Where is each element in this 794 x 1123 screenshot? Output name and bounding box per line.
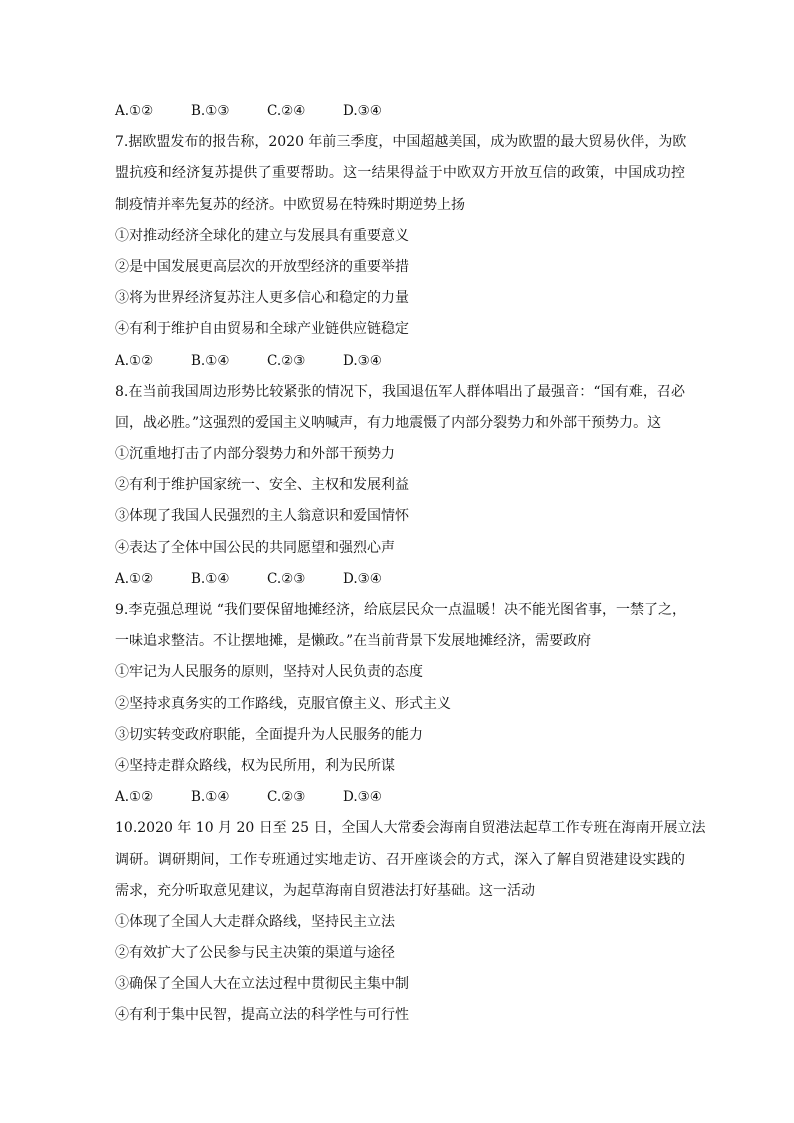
- answer-choices: [115, 346, 685, 377]
- choice-d: D.③④: [343, 570, 382, 587]
- question-stem-line: 8.在当前我国周边形势比较紧张的情况下，我国退伍军人群体唱出了最强音：“国有难，召必: [115, 383, 685, 400]
- question-stem-line: 一味追求整洁。不让摆地摊，是懒政。”在当前背景下发展地摊经济，需要政府: [115, 633, 592, 650]
- exam-page: [115, 96, 706, 1032]
- question-9: [115, 595, 685, 813]
- choice-b: B.①③: [191, 103, 230, 119]
- choice-a: A.①②: [115, 352, 154, 369]
- question-stem-line: 10.2020 年 10 月 20 日至 25 日，全国人大常委会海南自贸港法起草工作专班在海南开展立法: [115, 820, 706, 837]
- option-item: ②是中国发展更高层次的开放型经济的重要举措: [115, 258, 409, 275]
- option-item: ①对推动经济全球化的建立与发展具有重要意义: [115, 227, 409, 244]
- option-item: ②有利于维护国家统一、安全、主权和发展利益: [115, 477, 409, 494]
- question-7: [115, 127, 685, 377]
- option-item: ④坚持走群众路线，权为民所用，利为民所谋: [115, 757, 395, 774]
- question-8: [115, 377, 685, 595]
- option-item: ②坚持求真务实的工作路线，克服官僚主义、形式主义: [115, 695, 451, 712]
- choice-a: A.①②: [115, 789, 154, 806]
- choice-c: C.②③: [267, 570, 306, 587]
- option-item: ②有效扩大了公民参与民主决策的渠道与途径: [115, 945, 395, 962]
- choice-d: D.③④: [343, 103, 382, 119]
- option-item: ④表达了全体中国公民的共同愿望和强烈心声: [115, 539, 395, 556]
- option-item: ③将为世界经济复苏注人更多信心和稳定的力量: [115, 290, 409, 307]
- answer-choices-q6: [115, 96, 685, 127]
- option-item: ①体现了全国人大走群众路线，坚持民主立法: [115, 913, 395, 930]
- option-item: ④有利于维护自由贸易和全球产业链供应链稳定: [115, 321, 409, 338]
- answer-choices: [115, 564, 685, 595]
- choice-c: C.②④: [267, 103, 306, 119]
- choice-a: A.①②: [115, 570, 154, 587]
- option-item: ④有利于集中民智，提高立法的科学性与可行性: [115, 1007, 409, 1024]
- choice-c: C.②③: [267, 352, 306, 369]
- option-item: ①沉重地打击了内部分裂势力和外部干预势力: [115, 446, 395, 463]
- choice-d: D.③④: [343, 789, 382, 806]
- question-stem-line: 9.李克强总理说 “我们要保留地摊经济，给底层民众一点温暖！决不能光图省事，一禁了之，: [115, 602, 686, 618]
- option-item: ③确保了全国人大在立法过程中贯彻民主集中制: [115, 976, 409, 993]
- question-stem-line: 制疫情并率先复苏的经济。中欧贸易在特殊时期逆势上扬: [115, 196, 465, 213]
- option-item: ③体现了我国人民强烈的主人翁意识和爱国情怀: [115, 508, 409, 525]
- question-stem-line: 需求，充分听取意见建议，为起草海南自贸港法打好基础。这一活动: [115, 882, 535, 899]
- choice-b: B.①④: [191, 789, 230, 806]
- choice-d: D.③④: [343, 352, 382, 369]
- question-stem-line: 回，战必胜。”这强烈的爱国主义呐喊声，有力地震慑了内部分裂势力和外部干预势力。这: [115, 414, 662, 431]
- answer-choices: [115, 782, 685, 813]
- choice-a: A.①②: [115, 103, 154, 119]
- question-stem-line: 7.据欧盟发布的报告称，2020 年前三季度，中国超越美国，成为欧盟的最大贸易伙伴，为欧: [115, 134, 687, 151]
- option-item: ③切实转变政府职能，全面提升为人民服务的能力: [115, 726, 423, 743]
- choice-b: B.①④: [191, 570, 230, 587]
- question-stem-line: 调研。调研期间，工作专班通过实地走访、召开座谈会的方式，深入了解自贸港建设实践的: [115, 851, 685, 868]
- question-10: [115, 813, 706, 1031]
- option-item: ①牢记为人民服务的原则，坚持对人民负责的态度: [115, 664, 423, 681]
- question-stem-line: 盟抗疫和经济复苏提供了重要帮助。这一结果得益于中欧双方开放互信的政策，中国成功控: [115, 165, 685, 182]
- choice-b: B.①④: [191, 352, 230, 369]
- choice-c: C.②③: [267, 789, 306, 806]
